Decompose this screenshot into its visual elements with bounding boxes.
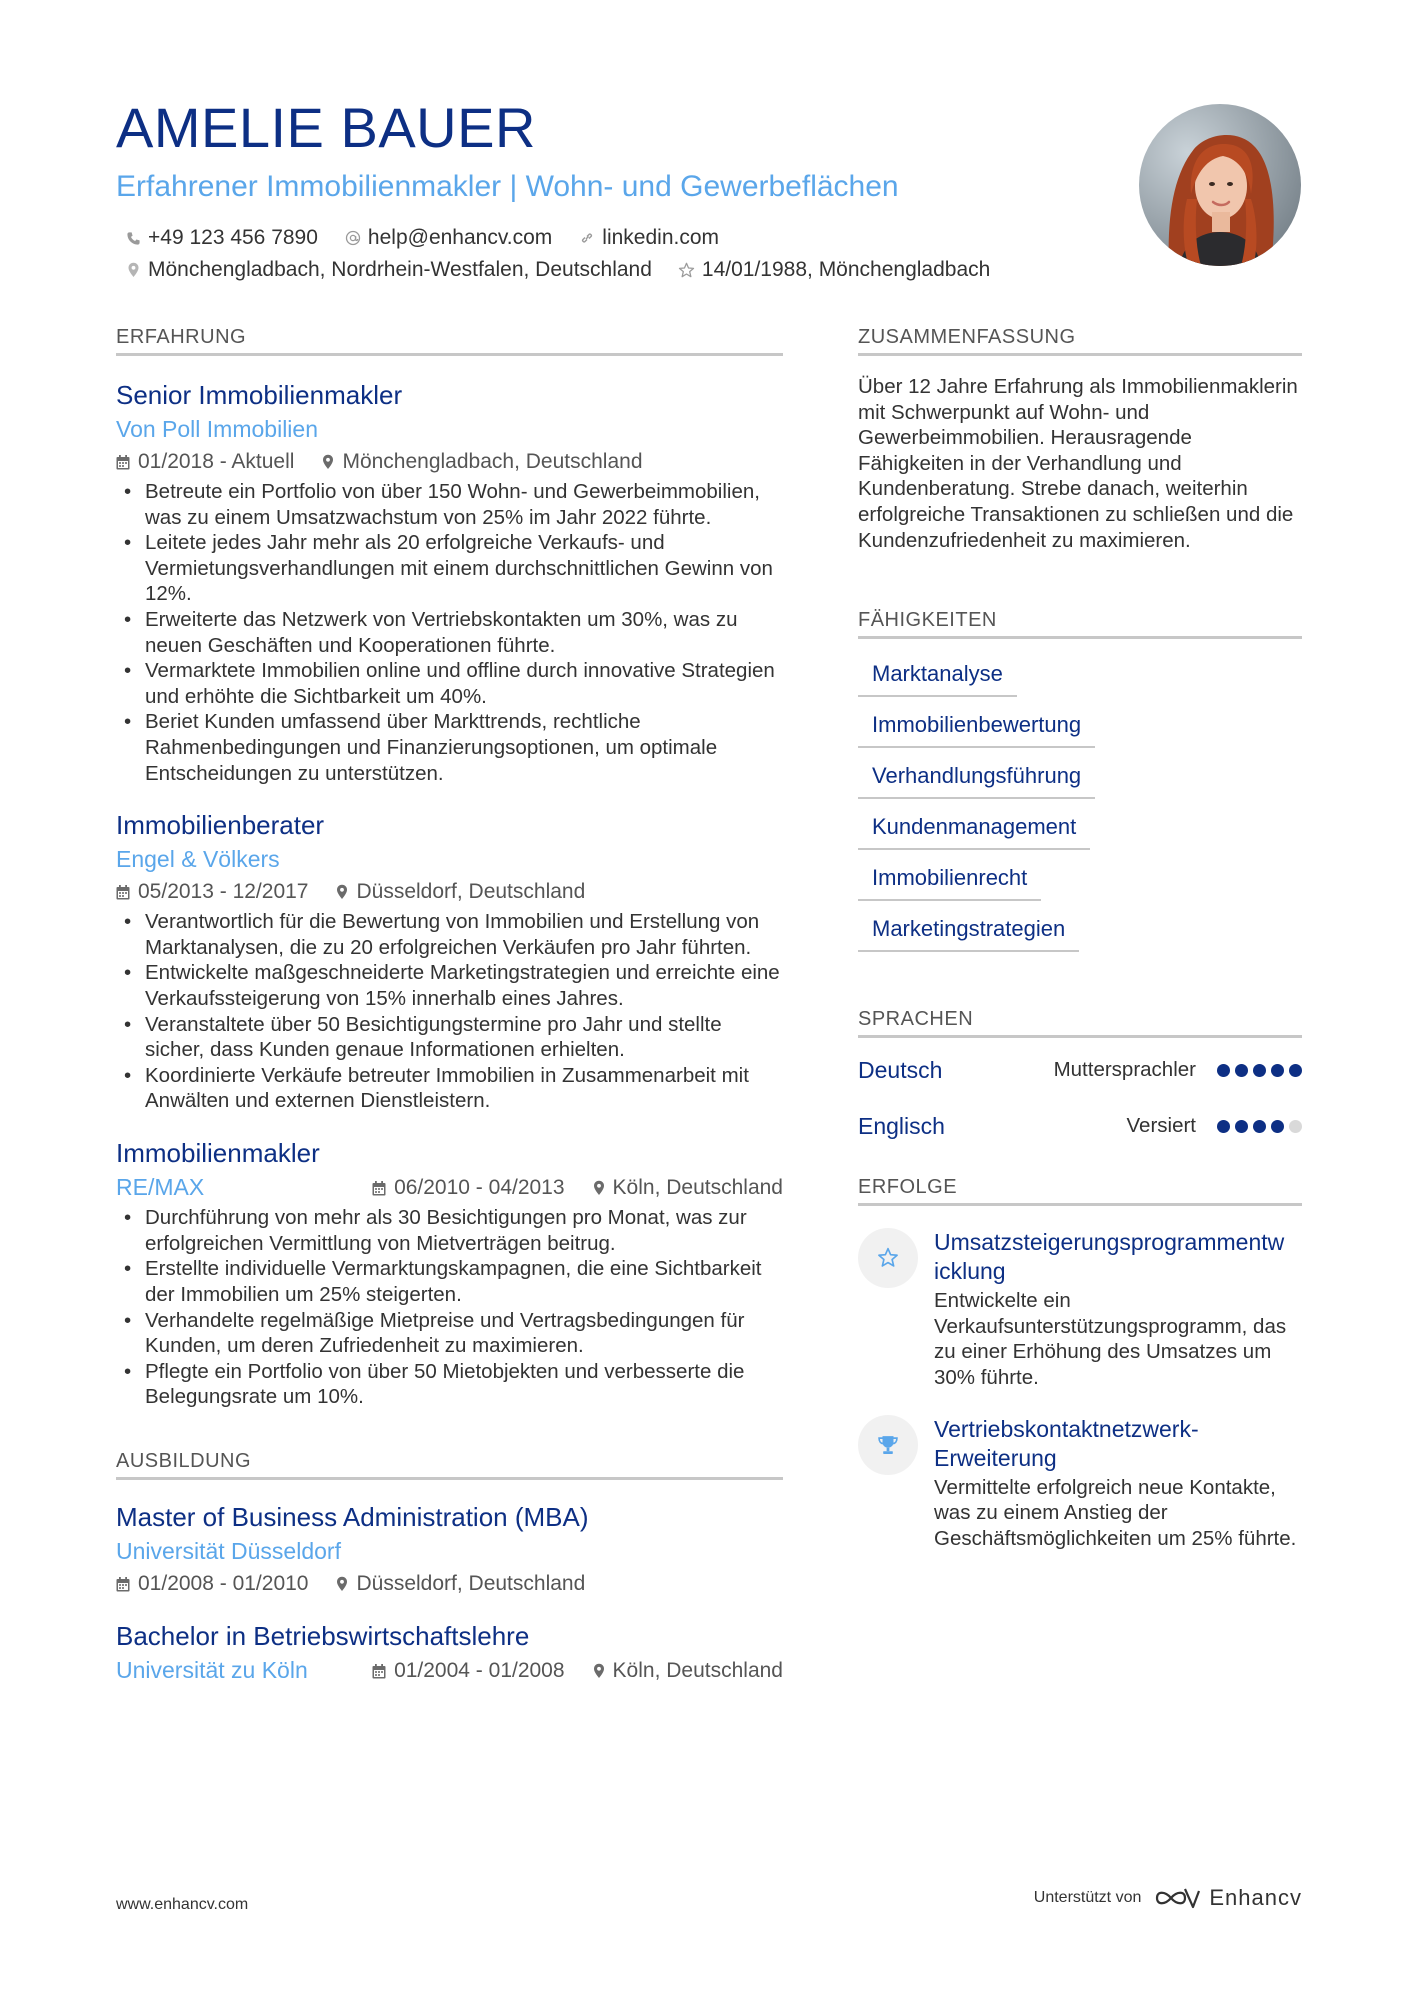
bullet: • Erweiterte das Netzwerk von Vertriebskontakten um 30%, was zu neuen Geschäften und Kooperationen führte. — [116, 607, 783, 658]
job-dates — [116, 880, 308, 904]
bullet: • Beriet Kunden umfassend über Markttrends, rechtliche Rahmenbedingungen und Finanzierungsoptionen, um optimale Entscheidungen zu unterstützen. — [116, 709, 783, 786]
edu-school-meta — [116, 1656, 783, 1686]
birth-item — [678, 258, 990, 282]
bullet: • Vermarktete Immobilien online und offline durch innovative Strategien und erhöhte die Sichtbarkeit um 40%. — [116, 658, 783, 709]
calendar-icon — [116, 1577, 130, 1592]
bullet: • Verantwortlich für die Bewertung von Immobilien und Erstellung von Marktanalysen, die zu 20 erfolgreichen Verkäufen pro Jahr führten. — [116, 909, 783, 960]
edu-location-text: Köln, Deutschland — [612, 1659, 783, 1683]
experience-heading: ERFAHRUNG — [116, 326, 783, 356]
skill-tag: Marketingstrategien — [858, 908, 1079, 952]
at-icon — [344, 229, 362, 247]
achievements-heading: ERFOLGE — [858, 1176, 1302, 1206]
bullet: • Erstellte individuelle Vermarktungskampagnen, die eine Sichtbarkeit der Immobilien um 25% steigerten. — [116, 1256, 783, 1307]
enhancv-brand[interactable]: Enhancv — [1209, 1885, 1302, 1910]
job-location-text: Köln, Deutschland — [612, 1176, 783, 1200]
skills-heading: FÄHIGKEITEN — [858, 609, 1302, 639]
footer-branding — [1034, 1885, 1302, 1911]
bullet: • Entwickelte maßgeschneiderte Marketingstrategien und erreichte eine Verkaufssteigerung von 15% innerhalb eines Jahres. — [116, 960, 783, 1011]
calendar-icon — [116, 885, 130, 900]
language-row — [858, 1098, 1302, 1154]
bullet: • Betreute ein Portfolio von über 150 Wohn- und Gewerbeimmobilien, was zu einem Umsatzwachstum von 25% im Jahr 2022 führte. — [116, 479, 783, 530]
degree-title: Bachelor in Betriebswirtschaftslehre — [116, 1621, 530, 1652]
skill-tag: Kundenmanagement — [858, 806, 1090, 850]
job-company: Engel & Völkers — [116, 846, 280, 873]
link-icon — [578, 229, 596, 247]
left-column — [116, 326, 783, 1686]
calendar-icon — [116, 455, 130, 470]
bullet: • Verhandelte regelmäßige Mietpreise und Vertragsbedingungen für Kunden, um deren Zufriedenheit zu maximieren. — [116, 1308, 783, 1359]
language-name: Deutsch — [858, 1056, 943, 1083]
email-text: help@enhancv.com — [367, 226, 553, 249]
languages-list — [858, 1042, 1302, 1154]
degree-title: Master of Business Administration (MBA) — [116, 1501, 589, 1532]
job-meta — [116, 877, 783, 907]
job-meta — [116, 447, 783, 477]
job-entry — [116, 810, 783, 1114]
edu-location-text: Düsseldorf, Deutschland — [356, 1572, 586, 1596]
phone-icon — [124, 229, 142, 247]
job-dates-text: 01/2018 - Aktuell — [138, 450, 295, 474]
proficiency-dot-filled — [1271, 1120, 1284, 1133]
education-heading: AUSBILDUNG — [116, 1450, 783, 1480]
proficiency-dot-filled — [1253, 1064, 1266, 1077]
skill-tag: Immobilienrecht — [858, 857, 1041, 901]
summary-heading: ZUSAMMENFASSUNG — [858, 326, 1302, 356]
map-pin-icon — [593, 1663, 605, 1679]
job-location-text: Düsseldorf, Deutschland — [356, 880, 586, 904]
edu-meta — [372, 1656, 783, 1686]
languages-heading: SPRACHEN — [858, 1008, 1302, 1038]
education-entry — [116, 1621, 783, 1686]
bullet: • Leitete jedes Jahr mehr als 20 erfolgreiche Verkaufs- und Vermietungsverhandlungen mit einem durchschnittlichen Gewinn von 12%. — [116, 530, 783, 607]
map-pin-icon — [124, 261, 142, 279]
map-pin-icon — [336, 884, 348, 900]
job-title: Immobilienmakler — [116, 1138, 320, 1169]
edu-dates-text: 01/2004 - 01/2008 — [394, 1659, 565, 1683]
powered-by-text: Unterstützt von — [1033, 1889, 1142, 1906]
edu-location — [593, 1659, 783, 1683]
candidate-name: AMELIE BAUER — [116, 96, 536, 159]
location-item — [124, 258, 652, 282]
job-entry — [116, 1138, 783, 1410]
education-entry — [116, 1502, 783, 1599]
birth-text: 14/01/1988, Mönchengladbach — [701, 258, 991, 281]
edu-meta — [116, 1569, 783, 1599]
edu-dates-text: 01/2008 - 01/2010 — [138, 1572, 309, 1596]
job-location — [322, 450, 642, 474]
job-dates-text: 05/2013 - 12/2017 — [138, 880, 309, 904]
right-column — [858, 326, 1302, 1551]
proficiency-dot-filled — [1217, 1120, 1230, 1133]
job-title: Senior Immobilienmakler — [116, 380, 403, 410]
job-company: RE/MAX — [116, 1174, 205, 1201]
profile-photo — [1139, 104, 1301, 266]
job-company-meta — [116, 1173, 783, 1203]
map-pin-icon — [336, 1576, 348, 1592]
phone-text: +49 123 456 7890 — [148, 226, 318, 249]
trophy-icon — [858, 1415, 918, 1475]
job-dates-text: 06/2010 - 04/2013 — [394, 1176, 565, 1200]
map-pin-icon — [322, 454, 334, 470]
location-text: Mönchengladbach, Nordrhein-Westfalen, Deutschland — [148, 258, 652, 281]
bullet: • Durchführung von mehr als 30 Besichtigungen pro Monat, was zur erfolgreichen Vermittlung von Mietverträgen beitrug. — [116, 1205, 783, 1256]
language-level: Muttersprachler — [1053, 1058, 1196, 1082]
job-location-text: Mönchengladbach, Deutschland — [342, 450, 643, 474]
edu-dates — [372, 1659, 564, 1683]
language-row — [858, 1042, 1302, 1098]
achievement-item — [858, 1415, 1302, 1552]
language-dots — [1212, 1064, 1302, 1077]
bullet: • Pflegte ein Portfolio von über 50 Mietobjekten und verbesserte die Belegungsrate um 10%. — [116, 1359, 783, 1410]
map-pin-icon — [593, 1180, 605, 1196]
proficiency-dot-filled — [1235, 1120, 1248, 1133]
job-entry — [116, 380, 783, 786]
footer-website[interactable]: www.enhancv.com — [116, 1896, 249, 1913]
language-level: Versiert — [1126, 1114, 1196, 1138]
job-dates — [372, 1176, 564, 1200]
job-company: Von Poll Immobilien — [116, 416, 318, 443]
job-title: Immobilienberater — [116, 810, 325, 841]
linkedin-item[interactable] — [578, 226, 719, 250]
achievement-desc: Vermittelte erfolgreich neue Kontakte, was zu einem Anstieg der Geschäftsmöglichkeiten um 25% führte. — [934, 1475, 1297, 1550]
school-name: Universität Düsseldorf — [116, 1538, 341, 1565]
job-location — [593, 1176, 783, 1200]
linkedin-text: linkedin.com — [602, 226, 720, 249]
candidate-headline: Erfahrener Immobilienmakler | Wohn- und Gewerbeflächen — [116, 170, 899, 203]
skill-tag: Marktanalyse — [858, 653, 1017, 697]
achievement-desc: Entwickelte ein Verkaufsunterstützungsprogramm, das zu einer Erhöhung des Umsatzes um 30% führte. — [934, 1289, 1287, 1389]
job-meta — [372, 1173, 783, 1203]
job-bullets — [116, 909, 783, 1114]
skill-tag: Immobilienbewertung — [858, 704, 1095, 748]
proficiency-dot-filled — [1289, 1064, 1302, 1077]
proficiency-dot-filled — [1235, 1064, 1248, 1077]
star-icon — [858, 1228, 918, 1288]
job-bullets — [116, 1205, 783, 1410]
contact-info — [124, 222, 1016, 286]
school-name: Universität zu Köln — [116, 1657, 308, 1684]
summary-text: Über 12 Jahre Erfahrung als Immobilienmaklerin mit Schwerpunkt auf Wohn- und Gewerbeimmobilien. Herausragende Fähigkeiten in der Verhandlung und Kundenberatung. Strebe danach, weiterhin erfolgreiche Transaktionen zu schließen und die Kundenzufriedenheit zu maximieren. — [858, 375, 1298, 552]
language-name: Englisch — [858, 1112, 945, 1139]
phone-item[interactable] — [124, 226, 318, 250]
edu-location — [336, 1572, 585, 1596]
email-item[interactable] — [344, 226, 552, 250]
achievement-title: Vertriebskontaktnetzwerk-Erweiterung — [934, 1415, 1199, 1471]
bullet: • Koordinierte Verkäufe betreuter Immobilien in Zusammenarbeit mit Anwälten und externen Dienstleistern. — [116, 1063, 783, 1114]
language-dots — [1212, 1120, 1302, 1133]
calendar-icon — [372, 1181, 386, 1196]
skill-tag: Verhandlungsführung — [858, 755, 1095, 799]
proficiency-dot-filled — [1271, 1064, 1284, 1077]
achievement-title: Umsatzsteigerungsprogrammentw icklung — [934, 1229, 1285, 1285]
star-outline-icon — [678, 261, 696, 279]
proficiency-dot-filled — [1217, 1064, 1230, 1077]
proficiency-dot-filled — [1253, 1120, 1266, 1133]
proficiency-dot-empty — [1289, 1120, 1302, 1133]
job-location — [336, 880, 585, 904]
calendar-icon — [372, 1664, 386, 1679]
achievement-item — [858, 1228, 1302, 1390]
job-dates — [116, 450, 294, 474]
bullet: • Veranstaltete über 50 Besichtigungstermine pro Jahr und stellte sicher, dass Kunden genaue Informationen erhielten. — [116, 1012, 783, 1063]
skills-list — [858, 653, 1302, 952]
edu-dates — [116, 1572, 308, 1596]
enhancv-logo-icon — [1153, 1885, 1201, 1911]
job-bullets — [116, 479, 783, 786]
